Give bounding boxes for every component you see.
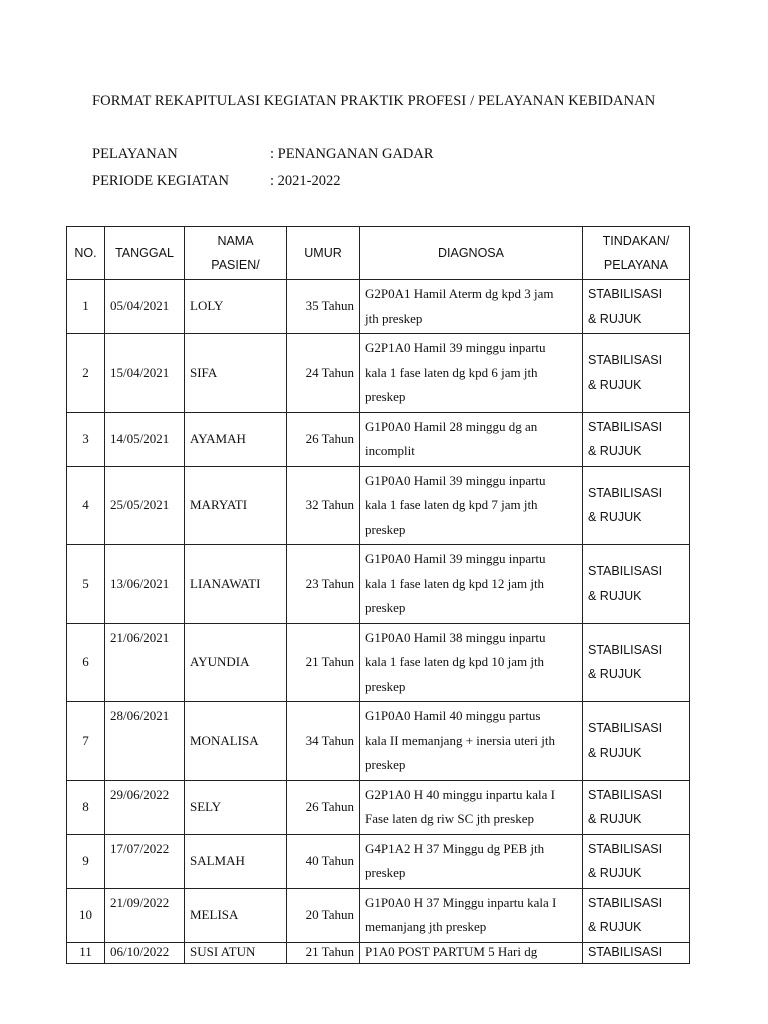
diagnosa-line: incomplit	[365, 443, 415, 458]
cell-diagnosa	[360, 280, 583, 334]
cell-nama: LOLY	[185, 280, 287, 334]
cell-tanggal: 17/07/2022	[105, 834, 185, 888]
header-nama-line: NAMA	[217, 234, 254, 248]
tindakan-line: STABILISASI	[588, 419, 663, 434]
cell-diagnosa	[360, 623, 583, 702]
header-nama	[185, 227, 287, 280]
diagnosa-line: Fase laten dg riw SC jth preskep	[365, 811, 534, 826]
table-row	[67, 280, 690, 334]
cell-diagnosa	[360, 334, 583, 413]
cell-tindakan	[583, 834, 690, 888]
table-row	[67, 412, 690, 466]
table-row	[67, 623, 690, 702]
cell-umur: 26 Tahun	[287, 412, 360, 466]
cell-umur: 26 Tahun	[287, 780, 360, 834]
cell-umur: 40 Tahun	[287, 834, 360, 888]
cell-no: 7	[67, 702, 105, 781]
cell-no: 8	[67, 780, 105, 834]
cell-no: 4	[67, 466, 105, 545]
cell-nama: AYAMAH	[185, 412, 287, 466]
header-tindakan	[583, 227, 690, 280]
table-row	[67, 834, 690, 888]
cell-tanggal: 28/06/2021	[105, 702, 185, 781]
tindakan-line: & RUJUK	[588, 588, 642, 603]
cell-tindakan	[583, 942, 690, 963]
cell-diagnosa	[360, 942, 583, 963]
tindakan-line: & RUJUK	[588, 311, 642, 326]
diagnosa-line: G1P0A0 Hamil 38 minggu inpartu	[365, 629, 546, 645]
tindakan-line: & RUJUK	[588, 377, 642, 392]
tindakan-line: STABILISASI	[588, 787, 663, 802]
tindakan-line: STABILISASI	[588, 485, 663, 500]
tindakan-line: STABILISASI	[588, 287, 663, 301]
cell-umur: 23 Tahun	[287, 545, 360, 624]
cell-umur: 35 Tahun	[287, 280, 360, 334]
cell-tindakan	[583, 623, 690, 702]
header-tanggal: TANGGAL	[105, 227, 185, 280]
cell-tindakan	[583, 466, 690, 545]
field-periode	[92, 173, 340, 190]
cell-no: 1	[67, 280, 105, 334]
cell-umur: 32 Tahun	[287, 466, 360, 545]
cell-nama: MARYATI	[185, 466, 287, 545]
field-label: PELAYANAN	[92, 146, 178, 162]
diagnosa-line: preskep	[365, 600, 406, 615]
cell-diagnosa	[360, 888, 583, 942]
cell-tanggal: 25/05/2021	[105, 466, 185, 545]
diagnosa-line: G1P0A0 Hamil 28 minggu dg an	[365, 418, 538, 434]
tindakan-line: & RUJUK	[588, 745, 642, 760]
cell-nama: LIANAWATI	[185, 545, 287, 624]
table-row	[67, 888, 690, 942]
cell-tindakan	[583, 280, 690, 334]
cell-tanggal: 14/05/2021	[105, 412, 185, 466]
diagnosa-line: G1P0A0 Hamil 40 minggu partus	[365, 708, 541, 723]
diagnosa-line: G2P1A0 H 40 minggu inpartu kala I	[365, 786, 555, 802]
diagnosa-line: preskep	[365, 521, 406, 537]
field-value: : PENANGANAN GADAR	[270, 146, 434, 162]
cell-no: 11	[67, 942, 105, 963]
cell-no: 10	[67, 888, 105, 942]
table-row	[67, 780, 690, 834]
table-row	[67, 702, 690, 781]
cell-nama: SALMAH	[185, 834, 287, 888]
diagnosa-line: kala 1 fase laten dg kpd 7 jam jth	[365, 497, 538, 512]
cell-nama: MONALISA	[185, 702, 287, 781]
cell-tindakan	[583, 412, 690, 466]
cell-tindakan	[583, 780, 690, 834]
diagnosa-line: preskep	[365, 865, 406, 880]
table-row	[67, 942, 690, 963]
cell-no: 5	[67, 545, 105, 624]
diagnosa-line: G1P0A0 Hamil 39 minggu inpartu	[365, 551, 546, 566]
diagnosa-line: preskep	[365, 389, 406, 404]
cell-diagnosa	[360, 834, 583, 888]
cell-umur: 21 Tahun	[287, 623, 360, 702]
tindakan-line: STABILISASI	[588, 642, 663, 657]
tindakan-line: & RUJUK	[588, 444, 642, 458]
diagnosa-line: kala II memanjang + inersia uteri jth	[365, 732, 555, 748]
diagnosa-line: G1P0A0 Hamil 39 minggu inpartu	[365, 472, 546, 488]
diagnosa-line: preskep	[365, 678, 406, 694]
table-row	[67, 334, 690, 413]
diagnosa-line: P1A0 POST PARTUM 5 Hari dg	[365, 943, 538, 959]
table-row	[67, 545, 690, 624]
diagnosa-line: G2P1A0 Hamil 39 minggu inpartu	[365, 340, 546, 355]
cell-no: 2	[67, 334, 105, 413]
cell-diagnosa	[360, 412, 583, 466]
cell-tanggal: 15/04/2021	[105, 334, 185, 413]
cell-tindakan	[583, 545, 690, 624]
diagnosa-line: kala 1 fase laten dg kpd 6 jam jth	[365, 364, 538, 380]
tindakan-line: STABILISASI	[588, 895, 663, 910]
cell-nama: SELY	[185, 780, 287, 834]
field-value: : 2021-2022	[270, 173, 341, 189]
recap-table	[66, 226, 690, 964]
tindakan-line: & RUJUK	[588, 667, 642, 682]
tindakan-line: & RUJUK	[588, 510, 642, 525]
cell-tanggal: 06/10/2022	[105, 942, 185, 963]
cell-umur: 21 Tahun	[287, 942, 360, 963]
field-label: PERIODE KEGIATAN	[92, 173, 229, 189]
cell-tanggal: 13/06/2021	[105, 545, 185, 624]
diagnosa-line: preskep	[365, 757, 406, 772]
tindakan-line: STABILISASI	[588, 564, 663, 579]
cell-diagnosa	[360, 545, 583, 624]
cell-tindakan	[583, 888, 690, 942]
cell-nama: SIFA	[185, 334, 287, 413]
cell-nama: AYUNDIA	[185, 623, 287, 702]
header-nama-line: PASIEN/	[211, 258, 260, 272]
cell-diagnosa	[360, 466, 583, 545]
tindakan-line: & RUJUK	[588, 866, 642, 880]
cell-tanggal: 29/06/2022	[105, 780, 185, 834]
document-title: FORMAT REKAPITULASI KEGIATAN PRAKTIK PROFESI / PELAYANAN KEBIDANAN	[92, 93, 656, 109]
tindakan-line: STABILISASI	[588, 944, 663, 959]
table-body	[67, 280, 690, 964]
header-umur: UMUR	[287, 227, 360, 280]
tindakan-line: & RUJUK	[588, 812, 642, 826]
diagnosa-line: G1P0A0 H 37 Minggu inpartu kala I	[365, 894, 557, 910]
header-tindakan-line: PELAYANA	[603, 258, 669, 272]
cell-nama: SUSI ATUN	[185, 942, 287, 963]
cell-nama: MELISA	[185, 888, 287, 942]
cell-umur: 24 Tahun	[287, 334, 360, 413]
diagnosa-line: G2P0A1 Hamil Aterm dg kpd 3 jam	[365, 286, 554, 301]
cell-tanggal: 21/09/2022	[105, 888, 185, 942]
header-no: NO.	[67, 227, 105, 280]
cell-tanggal: 21/06/2021	[105, 623, 185, 702]
cell-no: 9	[67, 834, 105, 888]
diagnosa-line: memanjang jth preskep	[365, 919, 487, 934]
diagnosa-line: kala 1 fase laten dg kpd 12 jam jth	[365, 575, 545, 591]
header-diagnosa: DIAGNOSA	[360, 227, 583, 280]
cell-tindakan	[583, 702, 690, 781]
tindakan-line: & RUJUK	[588, 920, 642, 934]
cell-umur: 34 Tahun	[287, 702, 360, 781]
diagnosa-line: kala 1 fase laten dg kpd 10 jam jth	[365, 654, 545, 669]
field-pelayanan	[92, 146, 434, 163]
tindakan-line: STABILISASI	[588, 353, 663, 368]
cell-no: 6	[67, 623, 105, 702]
table-row	[67, 466, 690, 545]
cell-tanggal: 05/04/2021	[105, 280, 185, 334]
tindakan-line: STABILISASI	[588, 721, 663, 736]
tindakan-line: STABILISASI	[588, 841, 663, 856]
table-header-row	[67, 227, 690, 280]
cell-tindakan	[583, 334, 690, 413]
cell-diagnosa	[360, 780, 583, 834]
cell-umur: 20 Tahun	[287, 888, 360, 942]
diagnosa-line: G4P1A2 H 37 Minggu dg PEB jth	[365, 840, 545, 856]
cell-diagnosa	[360, 702, 583, 781]
header-tindakan-line: TINDAKAN/	[602, 234, 670, 248]
diagnosa-line: jth preskep	[365, 310, 423, 326]
cell-no: 3	[67, 412, 105, 466]
